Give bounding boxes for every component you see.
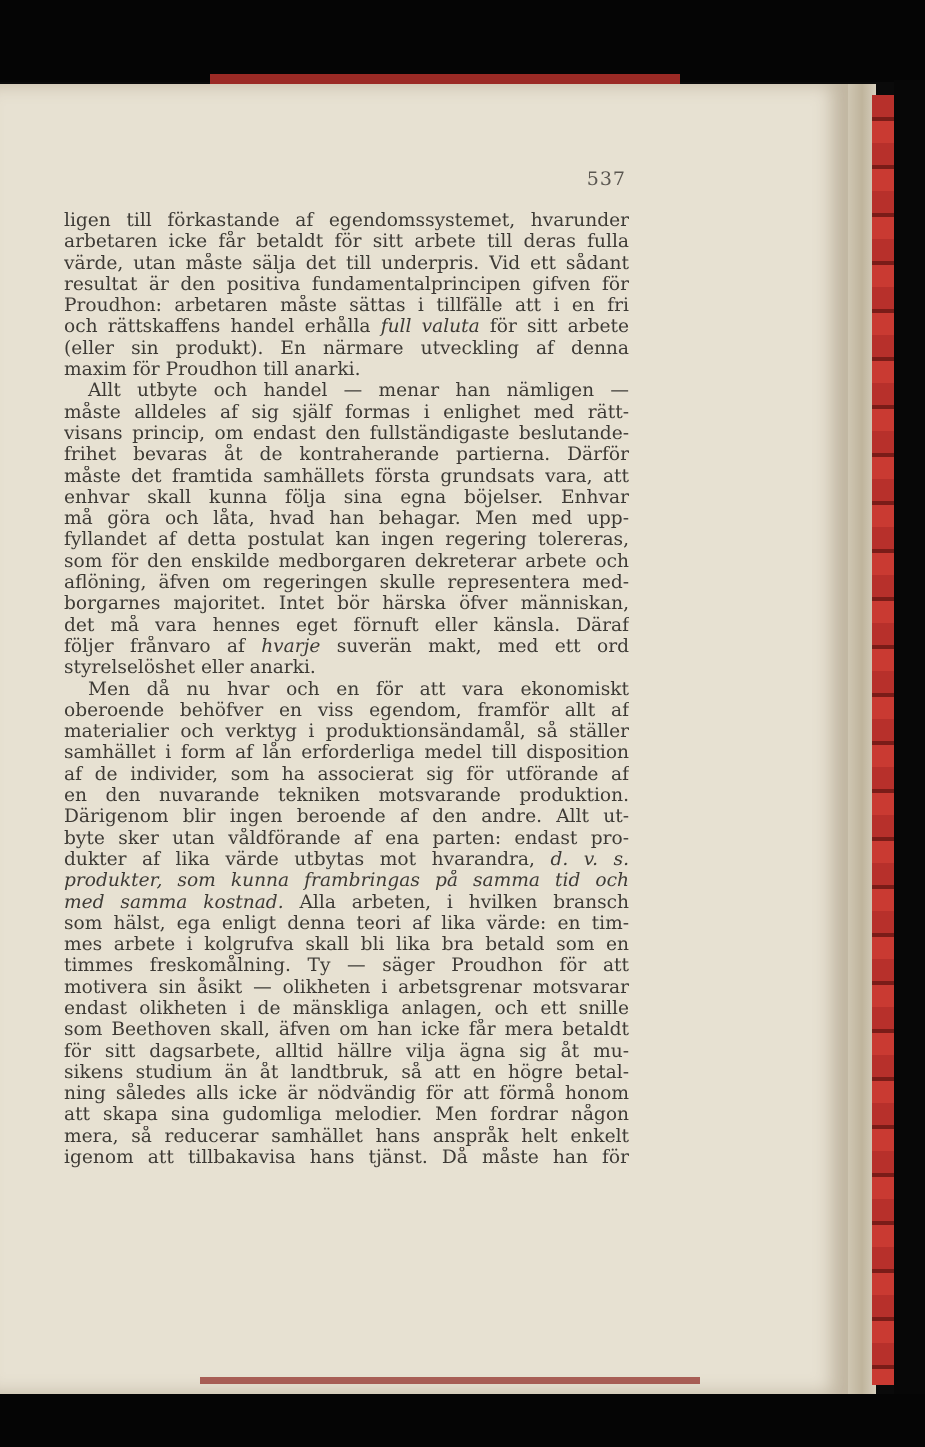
body-text [64,210,629,1168]
text-line [64,870,629,891]
line-text: byte sker utan våldförande af ena parten: endast pro- [64,827,629,849]
text-line [64,572,629,593]
text-line [64,657,629,678]
text-line [64,551,629,572]
line-text: att skapa sina gudomliga melodier. Men fordrar någon [64,1104,629,1126]
line-text: Men då nu hvar och en för att vara ekonomiskt [88,678,629,700]
red-spine-edge [872,95,894,1385]
line-text: för sitt arbete [479,316,629,338]
text-line [64,785,629,806]
line-text: värde, utan måste sälja det till underpris. Vid ett sådant [64,252,629,274]
italic-text: produkter, som kunna frambringas på samma tid och [64,870,629,892]
right-dark-edge [894,80,925,1410]
italic-text: med samma kostnad. [64,891,284,913]
text-line [64,274,629,295]
text-line [64,338,629,359]
line-text: suverän makt, med ett ord [320,635,629,657]
line-text: styrelselöshet eller anarki. [64,657,316,679]
line-text: igenom att tillbakavisa hans tjänst. Då måste han för [64,1147,629,1169]
line-text: (eller sin produkt). En närmare utveckling af denna [64,337,629,359]
text-line [64,231,629,252]
text-line [64,253,629,274]
bottom-dark-edge [0,1394,925,1447]
line-text: en den nuvarande tekniken motsvarande produktion. [64,785,629,807]
text-line [64,402,629,423]
line-text: oberoende behöfver en viss egendom, framför allt af [64,699,629,721]
line-text: arbetaren icke får betaldt för sitt arbete till deras fulla [64,231,629,253]
top-red-edge [210,74,680,84]
line-text: mera, så reducerar samhället hans anspråk helt enkelt [64,1125,629,1147]
text-line [64,1083,629,1104]
text-line [64,849,629,870]
line-text: materialier och verktyg i produktionsändamål, så ställer [64,721,629,743]
text-line [64,1062,629,1083]
text-line [64,444,629,465]
line-text: Därigenom blir ingen beroende af den andre. Allt ut- [64,806,629,828]
line-text: Allt utbyte och handel — menar han nämligen — [88,380,629,402]
line-text: fyllandet af detta postulat kan ingen regering tolereras, [64,529,629,551]
text-line [64,700,629,721]
line-text: borgarnes majoritet. Intet bör härska öfver människan, [64,593,629,615]
text-line [64,998,629,1019]
line-text: för sitt dagsarbete, alltid hällre vilja ägna sig åt mu- [64,1040,629,1062]
text-line [64,466,629,487]
text-line [64,721,629,742]
line-text: aflöning, äfven om regeringen skulle representera med- [64,572,629,594]
line-text: motivera sin åsikt — olikheten i arbetsgrenar motsvarar [64,976,629,998]
text-line [64,679,629,700]
top-dark-edge [0,0,925,82]
line-text: och rättskaffens handel erhålla [64,316,381,338]
text-line [64,380,629,401]
line-text: Alla arbeten, i hvilken bransch [283,891,629,913]
line-text: dukter af lika värde utbytas mot hvarandra, [64,848,551,870]
text-line [64,636,629,657]
line-text: må göra och låta, hvad han behagar. Men med upp- [64,508,629,530]
line-text: enhvar skall kunna följa sina egna böjelser. Enhvar [64,486,629,508]
text-line [64,1126,629,1147]
text-line [64,210,629,231]
text-line [64,1041,629,1062]
text-line [64,934,629,955]
text-line [64,423,629,444]
line-text: sikens studium än åt landtbruk, så att en högre betal- [64,1061,629,1083]
line-text: följer frånvaro af [64,635,262,657]
text-line [64,593,629,614]
line-text: resultat är den positiva fundamentalprincipen gifven för [64,273,629,295]
text-line [64,508,629,529]
line-text: ning således alls icke är nödvändig för att förmå honom [64,1083,629,1105]
line-text: mes arbete i kolgrufva skall bli lika bra betald som en [64,934,629,956]
line-text: som hälst, ega enligt denna teori af lika värde: en tim- [64,912,629,934]
text-line [64,892,629,913]
text-line [64,316,629,337]
line-text: visans princip, om endast den fullständigaste beslutande- [64,422,629,444]
text-line [64,977,629,998]
text-line [64,295,629,316]
line-text: timmes freskomålning. Ty — säger Proudhon för att [64,955,629,977]
line-text: frihet bevaras åt de kontraherande partierna. Därför [64,444,629,466]
text-line [64,487,629,508]
line-text: måste det framtida samhällets första grundsats vara, att [64,465,629,487]
line-text: maxim för Proudhon till anarki. [64,359,361,381]
line-text: af de individer, som ha associerat sig för utförande af [64,763,629,785]
line-text: endast olikheten i de mänskliga anlagen, och ett snille [64,997,629,1019]
line-text: samhället i form af lån erforderliga medel till disposition [64,742,629,764]
line-text: som Beethoven skall, äfven om han icke får mera betaldt [64,1019,629,1041]
italic-text: hvarje [261,635,321,657]
text-line [64,828,629,849]
text-line [64,913,629,934]
bottom-red-edge [200,1377,700,1384]
italic-text: full valuta [380,316,480,338]
text-line [64,1147,629,1168]
line-text: som för den enskilde medborgaren dekreterar arbete och [64,550,629,572]
italic-text: d. v. s. [550,848,629,870]
text-line [64,955,629,976]
text-line [64,615,629,636]
text-line [64,529,629,550]
text-line [64,742,629,763]
line-text: det må vara hennes eget förnuft eller känsla. Däraf [64,614,629,636]
page-number: 537 [586,168,626,190]
text-line [64,1104,629,1125]
line-text: måste alldeles af sig själf formas i enlighet med rätt- [64,401,629,423]
line-text: Proudhon: arbetaren måste sättas i tillfälle att i en fri [64,295,629,317]
text-line [64,764,629,785]
text-line [64,1019,629,1040]
line-text: ligen till förkastande af egendomssystemet, hvarunder [64,210,629,231]
text-line [64,359,629,380]
text-line [64,806,629,827]
